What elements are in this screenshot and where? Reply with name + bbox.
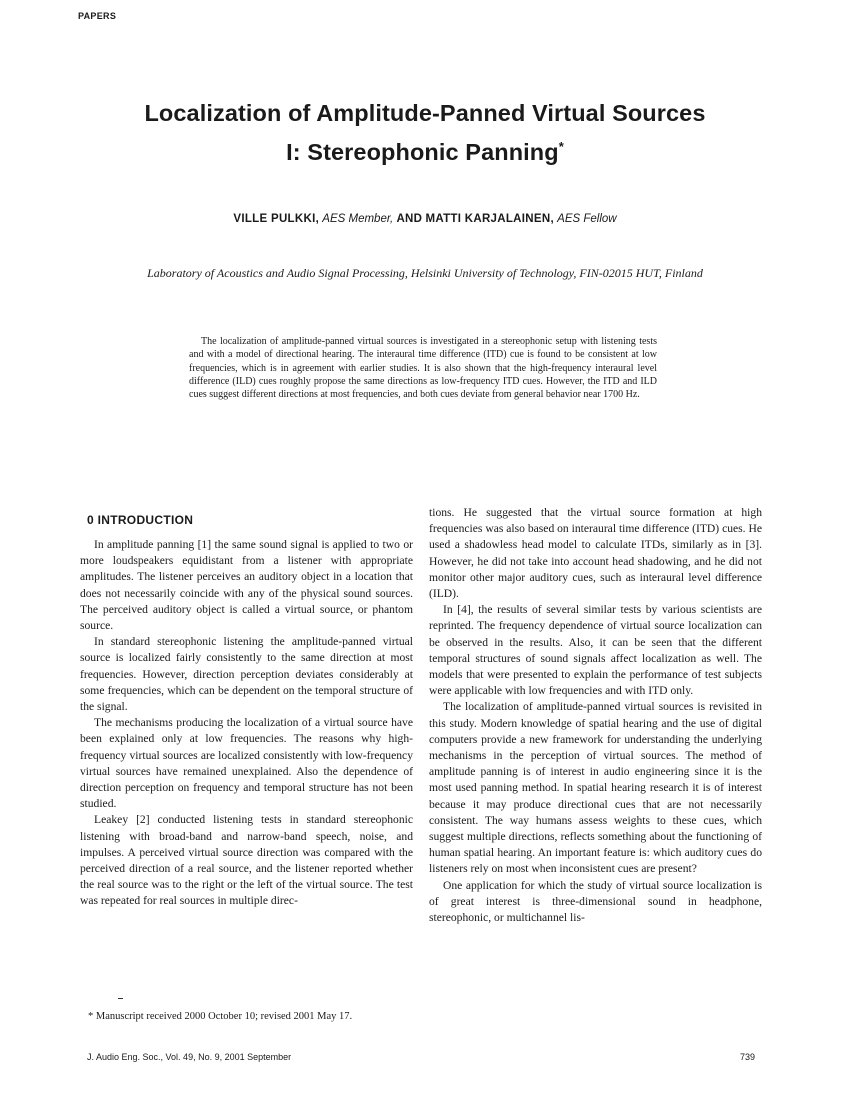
body-paragraph: In amplitude panning [1] the same sound signal is applied to two or more loudspeakers equidistant from a listener with appropriate amplitudes. The listener perceives an auditory object in a location that does not necessarily coincide with any of the physical sound sources. The perceived auditory object is called a virtual source, or phantom source. xyxy=(80,538,413,633)
title-line-2: I: Stereophonic Panning xyxy=(286,138,559,165)
journal-citation: J. Audio Eng. Soc., Vol. 49, No. 9, 2001 September xyxy=(87,1052,292,1062)
author-line xyxy=(0,213,850,225)
author-1-role: AES Member, xyxy=(322,213,394,225)
author-2-role: AES Fellow xyxy=(557,213,617,225)
title-footnote-marker: * xyxy=(558,139,564,154)
body-paragraph: The mechanisms producing the localization of a virtual source have been explained only at low frequencies. The reasons why high-frequency virtual sources are localized consistently with low-frequency virtual sources have remained unexplained. Also the dependence of direction perception on frequency and temporal structure has not been studied. xyxy=(80,716,413,811)
paper-title xyxy=(0,96,850,169)
author-conjunction: AND xyxy=(396,213,423,225)
left-column xyxy=(80,537,413,910)
author-2-name: MATTI KARJALAINEN, xyxy=(425,213,554,225)
footnote: * Manuscript received 2000 October 10; revised 2001 May 17. xyxy=(88,1011,353,1022)
section-heading: 0 INTRODUCTION xyxy=(87,513,194,527)
body-paragraph: In standard stereophonic listening the amplitude-panned virtual source is localized fairly consistently to the same direction at most frequencies. However, direction perception deviates considerably at some frequencies, which can be dependent on the temporal structure of the signal. xyxy=(80,635,413,714)
footnote-rule xyxy=(118,998,123,999)
title-line-1: Localization of Amplitude-Panned Virtual Sources xyxy=(144,100,706,126)
body-paragraph: The localization of amplitude-panned virtual sources is revisited in this study. Modern knowledge of spatial hearing and the use of digital computers provide a new framework for understanding the underlying mechanisms in the perception of virtual sources. The method of amplitude panning is of interest in audio engineering since it is the most used panning method. In spatial hearing research it is of interest because it may produce directional cues that are not necessarily consistent. The way humans assess weights to these cues, which suggest multiple directions, reflects something about the functioning of human spatial hearing. An important feature is: which auditory cues do listeners rely on most when inconsistent cues are present? xyxy=(429,700,762,876)
page-number: 739 xyxy=(740,1052,756,1062)
body-paragraph: Leakey [2] conducted listening tests in standard stereophonic listening with broad-band and narrow-band speech, noise, and impulses. A perceived virtual source direction was compared with the perceived direction of a real source, and the listener reported whether the real source was to the right or the left of the virtual source. The test was repeated for real sources in multiple direc- xyxy=(80,813,413,908)
body-paragraph: In [4], the results of several similar tests by various scientists are reprinted. The frequency dependence of virtual source localization can be observed in the results. Also, it can be seen that the different temporal structures of sound signals affect localization as well. The models that were presented to explain the performance of test subjects were applicable with low frequencies and with ITD only. xyxy=(429,603,762,698)
body-paragraph-continuation: tions. He suggested that the virtual source formation at high frequencies was also based on interaural time difference (ITD) cues. He used a shadowless head model to calculate ITDs, similarly as in [3]. However, he did not take into account head shadowing, and he did not monitor other major auditory cues, such as interaural level difference (ILD). xyxy=(429,506,762,601)
affiliation: Laboratory of Acoustics and Audio Signal Processing, Helsinki University of Technology, FIN-02015 HUT, Finland xyxy=(147,266,703,280)
author-1-name: VILLE PULKKI, xyxy=(233,213,320,225)
body-paragraph: One application for which the study of virtual source localization is of great interest is three-dimensional sound in headphone, stereophonic, or multichannel lis- xyxy=(429,878,762,925)
running-head: PAPERS xyxy=(78,11,117,21)
right-column xyxy=(429,505,762,926)
abstract: The localization of amplitude-panned virtual sources is investigated in a stereophonic setup with listening tests and with a model of directional hearing. The interaural time difference (ITD) cue is found to be consistent at low frequencies, which is in agreement with earlier studies. It is also shown that the high-frequency interaural level difference (ILD) cues roughly propose the same directions as low-frequency ITD cues. However, the ITD and ILD cues suggest different directions at most frequencies, and both cues deviate from general behavior near 1700 Hz. xyxy=(189,336,657,401)
